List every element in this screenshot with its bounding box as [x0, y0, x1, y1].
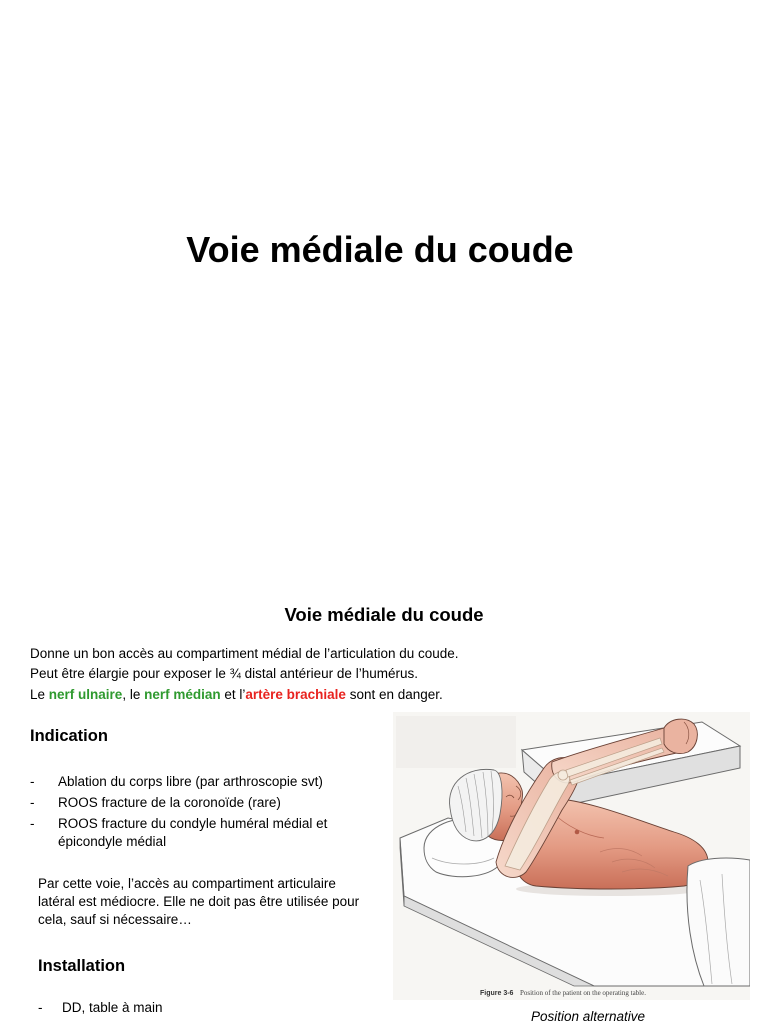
note-line: Par cette voie, l’accès au compartiment articulaire [38, 876, 336, 891]
brachial-artery-label: artère brachiale [245, 687, 346, 702]
list-item: Ablation du corps libre (par arthroscopie svt) [58, 774, 323, 789]
figure-caption: Position of the patient on the operating table. [520, 989, 646, 997]
installation-heading: Installation [38, 957, 126, 975]
median-nerve-label: nerf médian [144, 687, 221, 702]
note-line: latéral est médiocre. Elle ne doit pas être utilisée pour [38, 894, 360, 909]
list-bullet: - [30, 795, 35, 810]
intro-line: Donne un bon accès au compartiment médial de l’articulation du coude. [30, 646, 459, 661]
slide-title: Voie médiale du coude [186, 229, 574, 270]
danger-separator: et l’ [220, 687, 246, 702]
list-item: DD, table à main [62, 1000, 163, 1015]
note-line: cela, sauf si nécessaire… [38, 912, 192, 927]
figure-texture [396, 716, 516, 768]
slide-heading: Voie médiale du coude [284, 604, 484, 625]
danger-prefix: Le [30, 687, 49, 702]
patient-hand [664, 719, 697, 754]
danger-line [30, 685, 443, 705]
patient-position-illustration [393, 712, 750, 1000]
danger-separator: , le [122, 687, 145, 702]
nipple [575, 830, 580, 835]
list-item-continuation: épicondyle médial [58, 834, 167, 849]
intro-line: Peut être élargie pour exposer le ¾ distal antérieur de l’humérus. [30, 666, 418, 681]
figure-label: Figure 3-6 [480, 990, 514, 997]
ulnar-nerve-label: nerf ulnaire [48, 687, 123, 702]
figure-subtitle: Position alternative [531, 1009, 646, 1024]
list-bullet: - [38, 1000, 43, 1015]
list-bullet: - [30, 774, 35, 789]
list-item: ROOS fracture du condyle huméral médial et [58, 816, 328, 831]
list-bullet: - [30, 816, 35, 831]
list-item: ROOS fracture de la coronoïde (rare) [58, 795, 281, 810]
danger-suffix: sont en danger. [345, 687, 443, 702]
indication-heading: Indication [30, 727, 108, 745]
content-slide [0, 576, 768, 1024]
